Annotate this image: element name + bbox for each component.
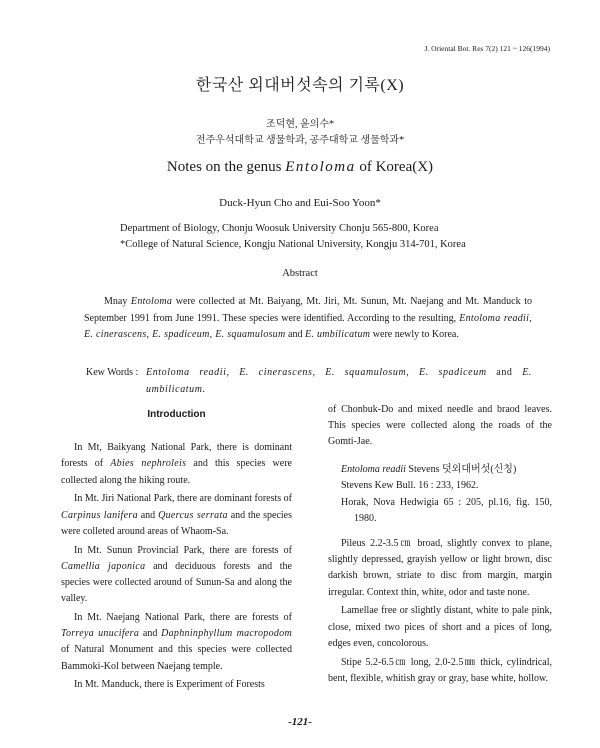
intro-p3-species: Camellia japonica — [61, 560, 146, 572]
abstract-part-3: and — [285, 329, 305, 341]
abstract-species-last: E. umbilicatum — [304, 329, 371, 341]
intro-paragraph-1 — [61, 440, 292, 489]
intro-p2-text: In Mt. Jiri National Park, there are dominant forests of — [74, 493, 292, 505]
intro-paragraph-5: In Mt. Manduck, there is Experiment of Forests — [74, 679, 265, 691]
journal-citation: J. Oriental Bot. Res 7(2) 121 ~ 126(1994) — [424, 44, 550, 53]
abstract-part-4: were newly to Korea. — [370, 329, 459, 341]
intro-p1-species: Abies nephroleis — [110, 458, 187, 470]
intro-p2-text-2: and the species were colleted around areas of Whaom-Sa. — [61, 509, 292, 537]
keywords-last: E. umbilicatum. — [146, 367, 532, 395]
intro-p4-species-1: Torreya unucifera — [61, 628, 140, 640]
title-prefix: Notes on the genus — [166, 159, 286, 175]
intro-continuation: of Chonbuk-Do and mixed needle and braod leaves. This species were collected along the roads of the Gomti-Jae. — [328, 404, 552, 448]
intro-paragraph-2 — [61, 491, 292, 540]
species-author: Stevens 덧외대버섯(신칭) — [405, 464, 517, 476]
right-column — [328, 402, 552, 690]
intro-p2-species-2: Quercus serrata — [158, 509, 228, 521]
reference-1: Stevens Kew Bull. 16 : 233, 1962. — [341, 480, 479, 492]
title-genus: Entoloma — [285, 159, 356, 175]
keywords-list: Entoloma readii, E. cinerascens, E. squamulosum, E. spadiceum — [146, 367, 487, 378]
intro-p4-species-2: Daphninphyllum macropodom — [161, 628, 292, 640]
keywords — [86, 365, 532, 398]
intro-p3-text: In Mt. Sunun Provincial Park, there are forests of — [74, 544, 292, 556]
lamellae-description: Lamellae free or slightly distant, white to pale pink, close, mixed two pices of short and a pices of long, edges even, concolorous. — [328, 605, 552, 649]
intro-p4-and: and — [139, 628, 162, 640]
keywords-text — [146, 365, 532, 398]
affiliations — [120, 221, 466, 253]
left-column — [61, 402, 292, 696]
abstract-text — [84, 294, 532, 344]
intro-p4-text: In Mt. Naejang National Park, there are forests of — [74, 612, 292, 624]
intro-p1-text-2: and this species were collected along the hiking route. — [61, 458, 292, 486]
english-authors: Duck-Hyun Cho and Eui-Soo Yoon* — [219, 197, 381, 209]
english-title — [0, 159, 600, 176]
stipe-description: Stipe 5.2-6.5㎝ long, 2.0-2.5㎜ thick, cylindrical, bent, flexible, whitish gray or gray, base white, hollow. — [328, 656, 552, 684]
affiliation-1: Department of Biology, Chonju Woosuk University Chonju 565-800, Korea — [120, 223, 439, 234]
keywords-and: and — [486, 367, 523, 378]
abstract-species-list: Entoloma readii, E. cinerascens, E. spadiceum, E. squamulosum — [84, 312, 533, 341]
intro-p4-text-2: of Natural Monument and this species were collected Bammoki-Kol between Naejang temple. — [61, 644, 292, 672]
intro-p3-text-2: and deciduous forests and the species were collected around of Sunun-Sa and along the valley. — [61, 560, 292, 605]
species-name: Entoloma readii — [341, 464, 406, 476]
korean-title: 한국산 외대버섯속의 기록(X) — [195, 77, 405, 94]
intro-p1-text: In Mt, Baikyang National Park, there is dominant forests of — [61, 442, 292, 470]
abstract-heading: Abstract — [282, 268, 318, 279]
intro-p2-and: and — [137, 509, 159, 521]
intro-paragraph-4 — [61, 610, 292, 675]
korean-affiliation: 전주우석대학교 생물학과, 공주대학교 생물학과* — [195, 135, 405, 146]
abstract-part-2: were collected at Mt. Baiyang, Mt. Jiri, Mt. Sunun, Mt. Naejang and Mt. Manduck to September 1991 from June 1991. These species were identified. According to the resulting, — [84, 296, 532, 324]
abstract-genus: Entoloma — [130, 296, 173, 307]
affiliation-2: *College of Natural Science, Kongju National University, Kongju 314-701, Korea — [120, 239, 466, 250]
intro-paragraph-3 — [61, 543, 292, 608]
introduction-heading: Introduction — [147, 409, 206, 420]
species-heading — [328, 462, 552, 478]
intro-p2-species-1: Carpinus lanifera — [61, 509, 138, 521]
reference-2: Horak, Nova Hedwigia 65 : 205, pl.16, fig. 150, 1980. — [341, 496, 552, 524]
page-number: -121- — [288, 716, 312, 728]
keywords-label: Kew Words : — [86, 367, 139, 378]
pileus-description: Pileus 2.2-3.5㎝ broad, slightly convex to plane, slightly depressed, grayish yellow or light brown, disc darkish brown, striate to disc from margin, margin irregular. Context thin, white, odor and taste none. — [328, 538, 552, 598]
abstract-part-1: Mnay — [104, 296, 131, 307]
title-suffix: of Korea(X) — [355, 159, 434, 175]
korean-authors: 조덕현, 윤의수* — [266, 119, 334, 130]
